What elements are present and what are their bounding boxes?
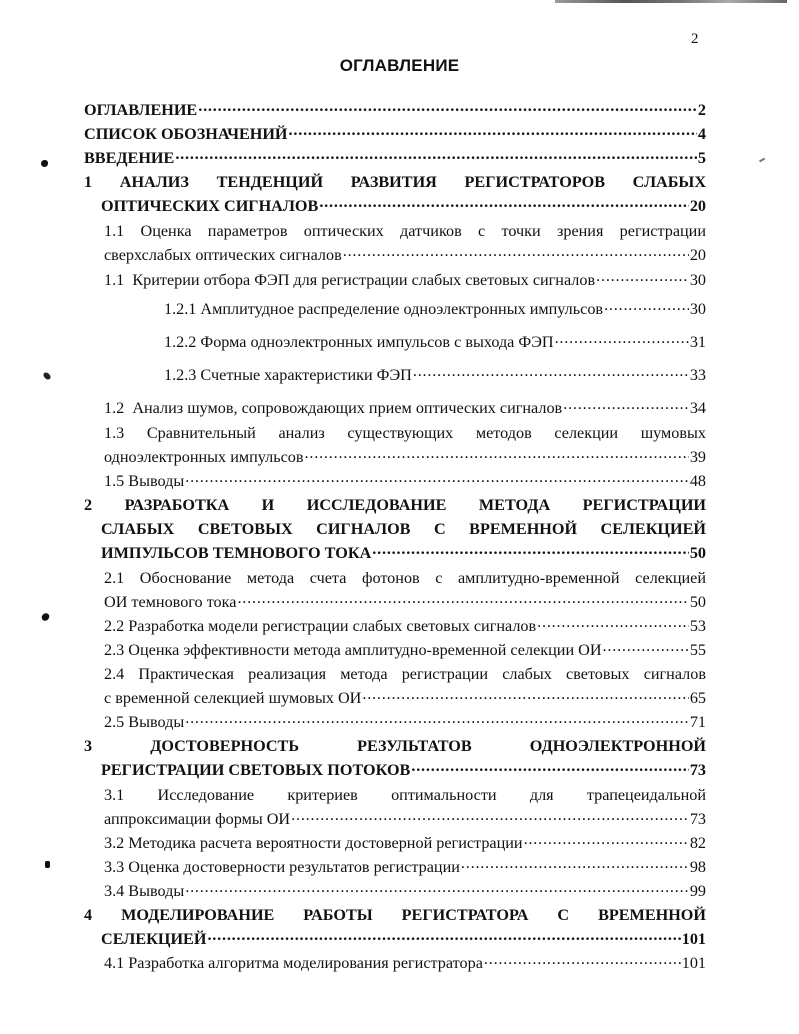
toc-entry-title: МОДЕЛИРОВАНИЕ РАБОТЫ РЕГИСТРАТОРА С ВРЕМЕННОЙ <box>121 906 706 924</box>
toc-entry-title: 1.5 Выводы <box>104 472 185 490</box>
toc-entry-title: ВВЕДЕНИЕ <box>84 149 175 167</box>
dot-leader <box>604 298 689 314</box>
toc-entry-section-2-2[interactable] <box>104 614 706 638</box>
toc-entry-page: 31 <box>689 333 706 351</box>
dot-leader <box>411 759 688 775</box>
dot-leader <box>207 928 680 944</box>
dot-leader <box>362 687 688 703</box>
toc-entry-title: 1.2.1 Амплитудное распределение одноэлектронных импульсов <box>164 300 604 318</box>
chapter-number: 1 <box>84 173 93 191</box>
toc-entry-title: РАЗРАБОТКА И ИССЛЕДОВАНИЕ МЕТОДА РЕГИСТРАЦИИ <box>124 496 706 514</box>
dot-leader <box>413 364 689 380</box>
dot-leader <box>343 244 689 260</box>
toc-entry-chapter-2[interactable] <box>84 493 706 565</box>
toc-entry-title: 2.3 Оценка эффективности метода амплитудно-временной селекции ОИ <box>104 641 602 659</box>
toc-entry-section-1-1[interactable] <box>104 219 706 267</box>
toc-entry-title: 1.2 Анализ шумов, сопровождающих прием оптических сигналов <box>104 399 563 417</box>
toc-entry-chapter-3[interactable] <box>84 734 706 782</box>
table-of-contents <box>84 98 706 975</box>
toc-entry-title-cont: с временной селекцией шумовых ОИ <box>104 689 362 707</box>
toc-entry-page: 30 <box>689 271 706 289</box>
scan-artifact-mark <box>40 612 51 623</box>
dot-leader <box>198 99 697 115</box>
toc-entry-title-cont: аппроксимации формы ОИ <box>104 810 291 828</box>
toc-entry-page: 4 <box>697 125 706 143</box>
toc-entry-page: 101 <box>681 930 706 948</box>
toc-entry-section-3-4[interactable] <box>104 879 706 903</box>
toc-entry-section-2-5[interactable] <box>104 710 706 734</box>
toc-entry-title: 1.2.3 Счетные характеристики ФЭП <box>164 366 412 384</box>
toc-entry-section-4-1[interactable] <box>104 951 706 975</box>
toc-entry-title-cont: одноэлектронных импульсов <box>104 448 304 466</box>
toc-entry-page: 50 <box>689 593 706 611</box>
dot-leader <box>461 856 689 872</box>
toc-entry-section-2-4[interactable] <box>104 662 706 710</box>
toc-entry-title: 2.4 Практическая реализация метода регистрации слабых световых сигналов <box>104 665 706 683</box>
scan-artifact-mark <box>759 158 765 162</box>
toc-entry-title: 4.1 Разработка алгоритма моделирования регистратора <box>104 954 483 972</box>
toc-entry-title: 3.3 Оценка достоверности результатов регистрации <box>104 858 460 876</box>
toc-entry-page: 71 <box>689 713 706 731</box>
toc-entry-page: 99 <box>689 882 706 900</box>
toc-entry-title: 3.4 Выводы <box>104 882 185 900</box>
toc-entry-page: 30 <box>689 300 706 318</box>
toc-entry-page: 82 <box>689 834 706 852</box>
toc-entry-page: 20 <box>689 246 706 264</box>
chapter-number: 4 <box>84 906 93 924</box>
toc-entry-section-3-3[interactable] <box>104 855 706 879</box>
toc-entry-section-1-5[interactable] <box>104 469 706 493</box>
toc-entry-section-3-2[interactable] <box>104 831 706 855</box>
toc-entry-section-1-3[interactable] <box>104 421 706 469</box>
chapter-number: 3 <box>84 737 93 755</box>
chapter-number: 2 <box>84 496 93 514</box>
dot-leader <box>484 952 681 968</box>
dot-leader <box>185 711 689 727</box>
toc-entry-chapter-4[interactable] <box>84 903 706 951</box>
page-number: 2 <box>691 31 699 47</box>
toc-entry-page: 2 <box>697 101 706 119</box>
toc-entry-title-cont: ОИ темнового тока <box>104 593 237 611</box>
page-title: ОГЛАВЛЕНИЕ <box>339 56 460 75</box>
dot-leader <box>305 446 689 462</box>
toc-entry-page: 39 <box>689 448 706 466</box>
dot-leader <box>555 331 689 347</box>
dot-leader <box>289 123 697 139</box>
toc-entry-page: 55 <box>689 641 706 659</box>
toc-entry-page: 98 <box>689 858 706 876</box>
toc-entry-subsection-1-2-3[interactable] <box>164 363 706 387</box>
toc-entry-section-2-3[interactable] <box>104 638 706 662</box>
toc-entry-page: 48 <box>689 472 706 490</box>
toc-entry-page: 53 <box>689 617 706 635</box>
toc-entry-page: 73 <box>689 761 706 779</box>
toc-entry-title: 3.2 Методика расчета вероятности достоверной регистрации <box>104 834 523 852</box>
toc-entry-page: 33 <box>689 366 706 384</box>
toc-entry-title: 1.2.2 Форма одноэлектронных импульсов с выхода ФЭП <box>164 333 554 351</box>
toc-entry-chapter-1[interactable] <box>84 170 706 218</box>
dot-leader <box>185 470 689 486</box>
toc-entry-page: 5 <box>697 149 706 167</box>
toc-entry-title: 1.3 Сравнительный анализ существующих методов селекции шумовых <box>104 424 706 442</box>
dot-leader <box>596 269 689 285</box>
toc-entry-page: 73 <box>689 810 706 828</box>
dot-leader <box>237 591 688 607</box>
toc-entry-section-1-1-criteria[interactable] <box>104 268 706 292</box>
toc-entry-title: ОГЛАВЛЕНИЕ <box>84 101 198 119</box>
toc-entry-section-2-1[interactable] <box>104 566 706 614</box>
toc-entry-title: 3.1 Исследование критериев оптимальности для трапецеидальной <box>104 786 706 804</box>
toc-entry-title: АНАЛИЗ ТЕНДЕНЦИЙ РАЗВИТИЯ РЕГИСТРАТОРОВ СЛАБЫХ <box>119 173 707 191</box>
scan-artifact-mark <box>45 861 50 868</box>
toc-entry-title: 1.1 Критерии отбора ФЭП для регистрации слабых световых сигналов <box>104 271 596 289</box>
toc-entry-section-3-1[interactable] <box>104 783 706 831</box>
toc-entry-title-cont: РЕГИСТРАЦИИ СВЕТОВЫХ ПОТОКОВ <box>101 761 411 779</box>
toc-entry-title: 2.5 Выводы <box>104 713 185 731</box>
dot-leader <box>319 195 688 211</box>
toc-entry-title: СПИСОК ОБОЗНАЧЕНИЙ <box>84 125 288 143</box>
dot-leader <box>537 615 689 631</box>
dot-leader <box>372 542 689 558</box>
toc-entry-page: 50 <box>689 544 706 562</box>
dot-leader <box>291 808 689 824</box>
dot-leader <box>563 397 689 413</box>
toc-entry-symbols[interactable] <box>84 122 706 146</box>
scan-artifact-mark <box>42 371 51 381</box>
toc-entry-title-cont: ИМПУЛЬСОВ ТЕМНОВОГО ТОКА <box>101 544 372 562</box>
toc-entry-title-cont: СЕЛЕКЦИЕЙ <box>101 930 207 948</box>
dot-leader <box>175 147 697 163</box>
toc-entry-title: 2.1 Обоснование метода счета фотонов с амплитудно-временной селекцией <box>104 569 706 587</box>
toc-entry-subsection-1-2-2[interactable] <box>164 330 706 354</box>
toc-entry-subsection-1-2-1[interactable] <box>164 297 706 321</box>
dot-leader <box>185 880 689 896</box>
toc-entry-title: 2.2 Разработка модели регистрации слабых световых сигналов <box>104 617 537 635</box>
toc-entry-title-cont: ОПТИЧЕСКИХ СИГНАЛОВ <box>101 197 319 215</box>
scan-edge-rule <box>555 0 787 3</box>
toc-entry-page: 20 <box>689 197 706 215</box>
toc-entry-title-cont: сверхслабых оптических сигналов <box>104 246 342 264</box>
toc-entry-page: 65 <box>689 689 706 707</box>
toc-entry-section-1-2[interactable] <box>104 396 706 420</box>
toc-entry-contents[interactable] <box>84 98 706 122</box>
dot-leader <box>603 639 689 655</box>
dot-leader <box>524 832 689 848</box>
scan-artifact-mark <box>41 160 48 167</box>
toc-entry-title-cont: СЛАБЫХ СВЕТОВЫХ СИГНАЛОВ С ВРЕМЕННОЙ СЕЛЕКЦИЕЙ <box>101 520 706 538</box>
toc-entry-title: 1.1 Оценка параметров оптических датчиков с точки зрения регистрации <box>104 222 706 240</box>
toc-entry-page: 101 <box>681 954 706 972</box>
toc-entry-introduction[interactable] <box>84 146 706 170</box>
toc-entry-title: ДОСТОВЕРНОСТЬ РЕЗУЛЬТАТОВ ОДНОЭЛЕКТРОННОЙ <box>150 737 706 755</box>
toc-entry-page: 34 <box>689 399 706 417</box>
